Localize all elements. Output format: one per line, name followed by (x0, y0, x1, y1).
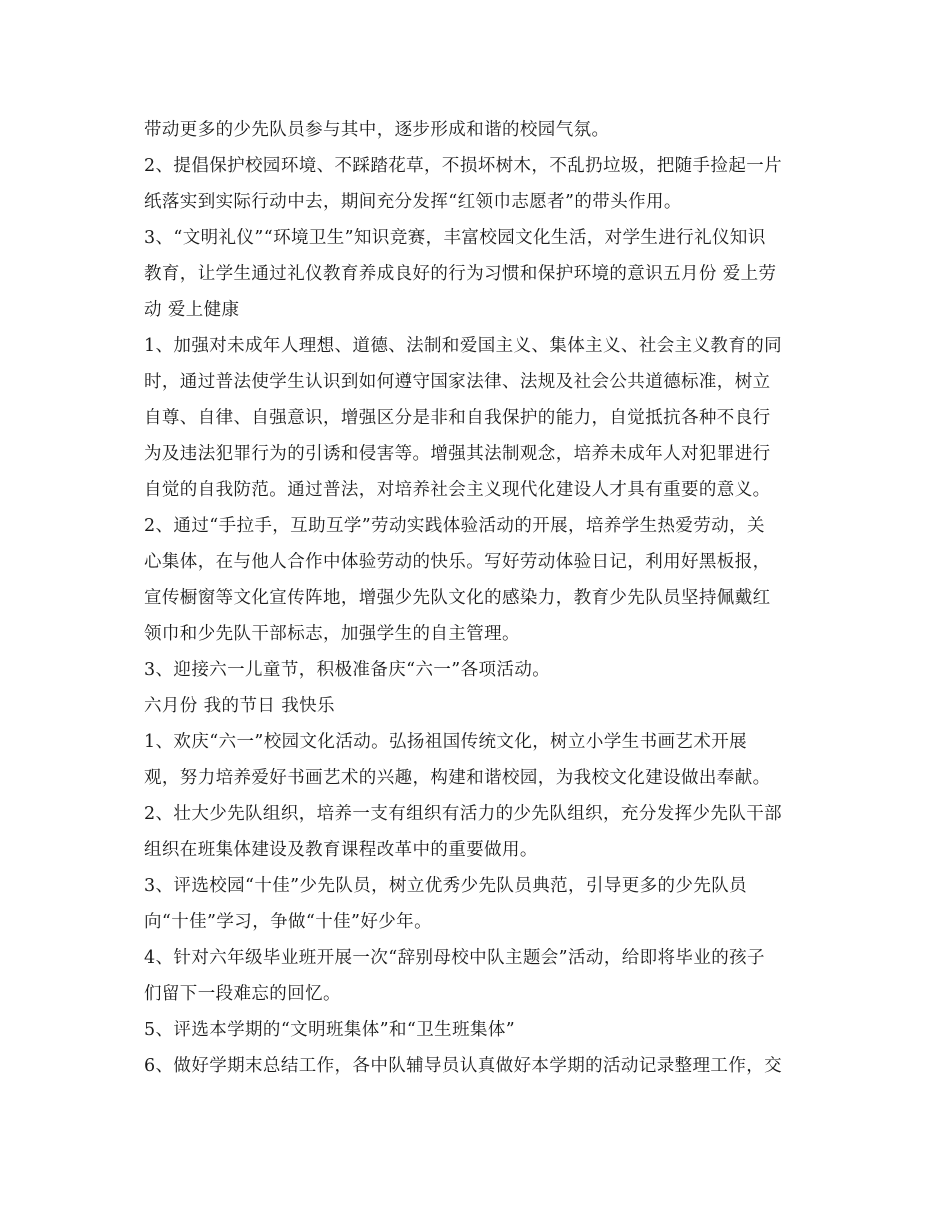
document-body (144, 112, 814, 1084)
text-line: 1、欢庆“六一”校园文化活动。弘扬祖国传统文化，树立小学生书画艺术开展 (144, 732, 748, 752)
text-line: 为及违法犯罪行为的引诱和侵害等。增强其法制观念，培养未成年人对犯罪进行 (144, 444, 771, 464)
text-line: 6、做好学期末总结工作，各中队辅导员认真做好本学期的活动记录整理工作，交 (144, 1056, 783, 1076)
text-line: 1、加强对未成年人理想、道德、法制和爱国主义、集体主义、社会主义教育的同 (144, 336, 783, 356)
text-line: 3、评选校园“十佳”少先队员，树立优秀少先队员典范，引导更多的少先队员 (144, 876, 748, 896)
text-line: 2、提倡保护校园环境、不踩踏花草，不损坏树木，不乱扔垃圾，把随手捡起一片 (144, 156, 783, 176)
text-line: 心集体，在与他人合作中体验劳动的快乐。写好劳动体验日记，利用好黑板报， (144, 552, 771, 572)
text-line: 教育，让学生通过礼仪教育养成良好的行为习惯和保护环境的意识五月份 爱上劳 (144, 264, 777, 284)
text-line: 3、“文明礼仪”“环境卫生”知识竞赛，丰富校园文化生活，对学生进行礼仪知识 (144, 228, 766, 248)
text-line: 观，努力培养爱好书画艺术的兴趣，构建和谐校园，为我校文化建设做出奉献。 (144, 768, 771, 788)
text-line: 2、壮大少先队组织，培养一支有组织有活力的少先队组织，充分发挥少先队干部 (144, 804, 783, 824)
text-line: 带动更多的少先队员参与其中，逐步形成和谐的校园气氛。 (144, 120, 610, 140)
text-line: 向“十佳”学习，争做“十佳”好少年。 (144, 912, 432, 932)
text-line: 们留下一段难忘的回忆。 (144, 984, 341, 1004)
text-line: 自尊、自律、自强意识，增强区分是非和自我保护的能力，自觉抵抗各种不良行 (144, 408, 771, 428)
text-line: 宣传橱窗等文化宣传阵地，增强少先队文化的感染力，教育少先队员坚持佩戴红 (144, 588, 771, 608)
text-line: 2、通过“手拉手，互助互学”劳动实践体验活动的开展，培养学生热爱劳动，关 (144, 516, 765, 536)
text-line: 时，通过普法使学生认识到如何遵守国家法律、法规及社会公共道德标准，树立 (144, 372, 771, 392)
text-line: 5、评选本学期的“文明班集体”和“卫生班集体” (144, 1020, 516, 1040)
text-line: 自觉的自我防范。通过普法，对培养社会主义现代化建设人才具有重要的意义。 (144, 480, 771, 500)
section-heading-june: 六月份 我的节日 我快乐 (144, 696, 335, 716)
text-line: 领巾和少先队干部标志，加强学生的自主管理。 (144, 624, 520, 644)
text-line: 动 爱上健康 (144, 300, 240, 320)
text-line: 纸落实到实际行动中去，期间充分发挥“红领巾志愿者”的带头作用。 (144, 192, 682, 212)
text-line: 3、迎接六一儿童节，积极准备庆“六一”各项活动。 (144, 660, 551, 680)
text-line: 组织在班集体建设及教育课程改革中的重要做用。 (144, 840, 538, 860)
text-line: 4、针对六年级毕业班开展一次“辞别母校中队主题会”活动，给即将毕业的孩子 (144, 948, 765, 968)
